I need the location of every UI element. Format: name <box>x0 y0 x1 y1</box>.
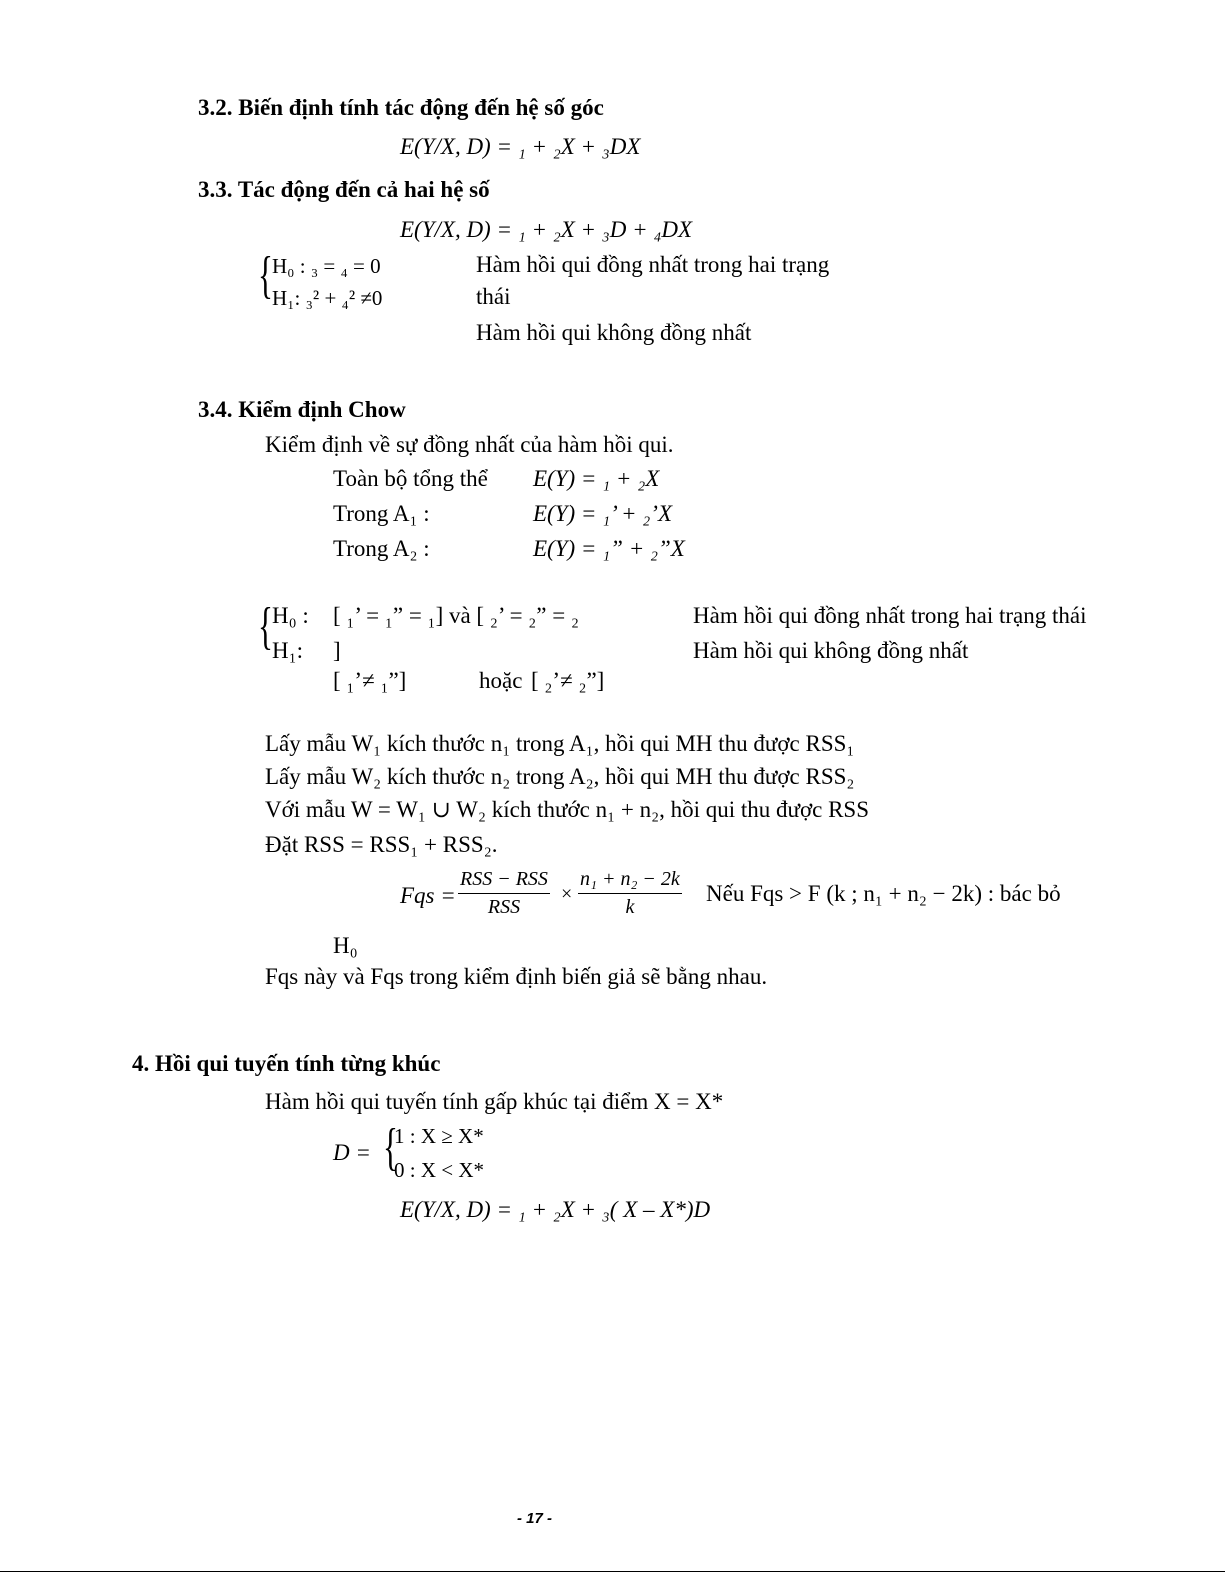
fqs-reject-rule: Nếu Fqs > F (k ; n₁ + n₂ − 2k) : bác bỏ <box>706 881 1061 906</box>
s4-case-1: 1 : X ≥ X* <box>394 1124 484 1148</box>
s34-h1-expression-a: [ ₁’≠ ₁”] <box>333 668 407 693</box>
section-3-2-equation: E(Y/X, D) = ₁ + ₂X + ₃DX <box>400 134 641 159</box>
s34-sample-line-2: Lấy mẫu W₂ kích thước n₂ trong A₂, hồi qui MH thu được RSS₂ <box>265 764 855 789</box>
s33-h0-expression: H₀ : ₃ = ₄ = 0 <box>272 254 381 278</box>
s34-sample-line-4: Đặt RSS = RSS₁ + RSS₂. <box>265 832 498 857</box>
s34-h1-bracket: ] <box>333 638 341 663</box>
s34-row2-equation: E(Y) = ₁’ + ₂’X <box>533 501 673 526</box>
s34-h1-or: hoặc <box>479 668 523 693</box>
s33-h1-expression: H₁: ₃² + ₄² ≠0 <box>272 286 383 310</box>
s4-d-lhs: D = <box>333 1140 371 1165</box>
s33-h0-description: Hàm hồi qui đồng nhất trong hai trạng <box>476 252 830 277</box>
fqs-lhs: Fqs = <box>400 883 456 908</box>
fqs-fraction-1 <box>458 868 550 919</box>
s34-row1-equation: E(Y) = ₁ + ₂X <box>533 466 660 491</box>
s34-h0-description: Hàm hồi qui đồng nhất trong hai trạng thái <box>693 603 1087 628</box>
s4-equation: E(Y/X, D) = ₁ + ₂X + ₃( X – X*)D <box>400 1197 711 1222</box>
s33-h1-description: Hàm hồi qui không đồng nhất <box>476 320 752 345</box>
fqs-fraction-2 <box>578 868 682 919</box>
s34-sample-line-3: Với mẫu W = W₁ ∪ W₂ kích thước n₁ + n₂, hồi qui thu được RSS <box>265 797 870 822</box>
fqs-reject-h0: H₀ <box>333 933 358 958</box>
fqs-fraction-1-numerator: RSS − RSS <box>458 868 550 894</box>
s34-conclusion: Fqs này và Fqs trong kiểm định biến giả sẽ bằng nhau. <box>265 964 768 989</box>
s34-h1-description: Hàm hồi qui không đồng nhất <box>693 638 969 663</box>
piecewise-brace: { <box>383 1119 398 1176</box>
s34-h1-label: H₁: <box>272 638 304 663</box>
s34-row3-label: Trong A₂ : <box>333 536 430 561</box>
section-3-3-equation: E(Y/X, D) = ₁ + ₂X + ₃D + ₄DX <box>400 217 693 242</box>
s33-h0-description-cont: thái <box>476 284 511 309</box>
s34-intro: Kiểm định về sự đồng nhất của hàm hồi qui. <box>265 432 674 457</box>
fqs-fraction-1-denominator: RSS <box>487 896 521 918</box>
footer-rule <box>0 1571 1225 1572</box>
section-3-4-title: 3.4. Kiểm định Chow <box>198 397 406 422</box>
s34-h0-expression: [ ₁’ = ₁” = ₁] và [ ₂’ = ₂” = ₂ <box>333 603 580 628</box>
s34-h1-expression-b: [ ₂’≠ ₂”] <box>531 668 605 693</box>
s34-row2-label: Trong A₁ : <box>333 501 430 526</box>
s34-sample-line-1: Lấy mẫu W₁ kích thước n₁ trong A₁, hồi qui MH thu được RSS₁ <box>265 731 855 756</box>
s34-row3-equation: E(Y) = ₁” + ₂”X <box>533 536 685 561</box>
s4-intro: Hàm hồi qui tuyến tính gấp khúc tại điểm X = X* <box>265 1089 724 1114</box>
section-3-2-title: 3.2. Biến định tính tác động đến hệ số góc <box>198 95 604 120</box>
s34-h0-label: H₀ : <box>272 603 309 628</box>
hypothesis-brace-3-3: { <box>258 247 273 304</box>
section-3-3-title: 3.3. Tác động đến cả hai hệ số <box>198 177 490 202</box>
s4-case-2: 0 : X < X* <box>394 1158 485 1182</box>
page-number: - 17 - <box>517 1510 553 1527</box>
fqs-fraction-2-numerator: n₁ + n₂ − 2k <box>578 868 682 894</box>
fqs-fraction-2-denominator: k <box>625 896 635 918</box>
s34-row1-label: Toàn bộ tổng thể <box>333 466 488 491</box>
hypothesis-brace-3-4: { <box>258 598 273 655</box>
section-4-title: 4. Hồi qui tuyến tính từng khúc <box>132 1051 441 1076</box>
fqs-times: × <box>561 883 573 905</box>
